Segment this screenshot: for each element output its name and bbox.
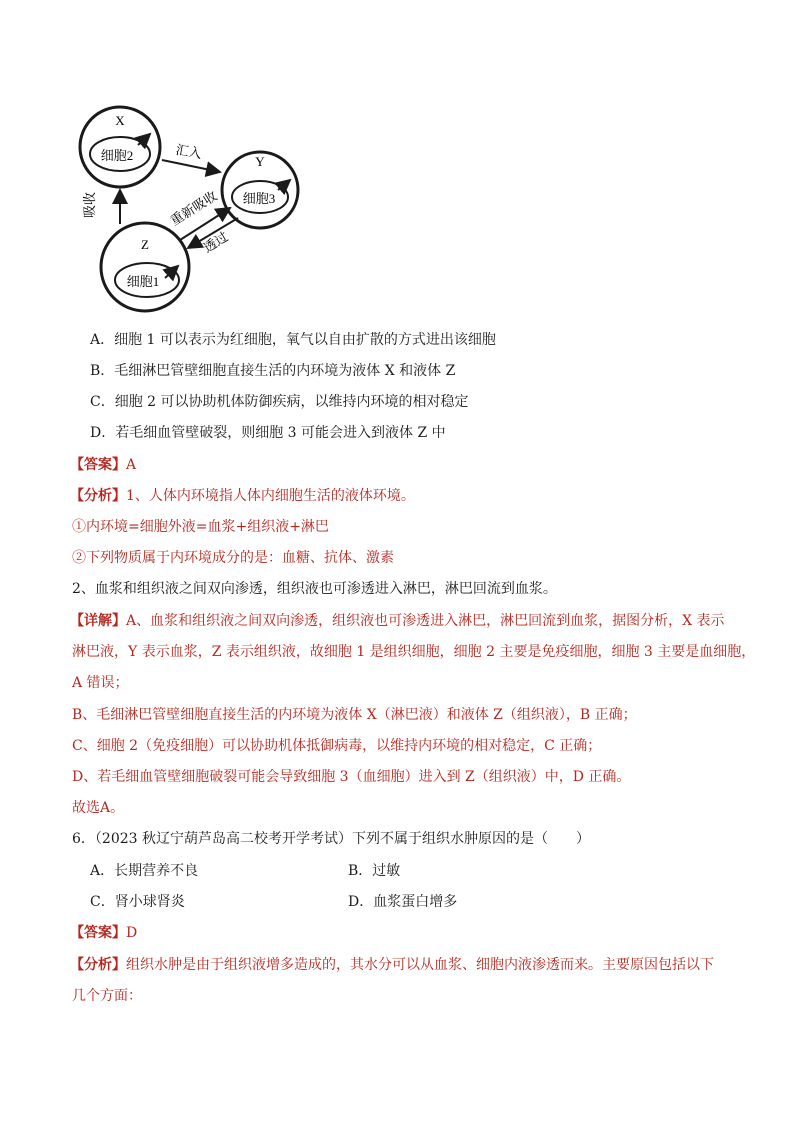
q5-analysis-3: ②下列物质属于内环境成分的是：血糖、抗体、激素 <box>72 550 394 566</box>
label-cell3: 细胞3 <box>242 191 276 206</box>
q5-answer <box>70 455 136 475</box>
body-fluid-diagram <box>70 100 310 315</box>
label-x: X <box>115 113 125 128</box>
q5-analysis-2: ①内环境=细胞外液=血浆+组织液+淋巴 <box>72 519 329 535</box>
label-arrow-zy: 透过 <box>200 228 231 256</box>
label-cell1: 细胞1 <box>126 274 160 289</box>
circle-z <box>101 223 189 311</box>
q5-analysis-1: 【分析】1、人体内环境指人体内细胞生活的液体环境。 <box>70 488 415 504</box>
q5-conclusion: 故选A。 <box>72 800 125 816</box>
q6-option-d: D．血浆蛋白增多 <box>348 894 458 910</box>
q5-option-c: C．细胞 2 可以协助机体防御疾病，以维持内环境的相对稳定 <box>90 394 469 410</box>
label-arrow-xy: 汇入 <box>174 141 203 162</box>
label-cell2: 细胞2 <box>100 148 134 163</box>
q5-option-b: B．毛细淋巴管壁细胞直接生活的内环境为液体 X 和液体 Z <box>90 363 456 379</box>
detail-tag: 【详解】 <box>70 613 126 629</box>
analysis-tag: 【分析】 <box>70 957 126 973</box>
answer-tag: 【答案】 <box>70 457 126 473</box>
q5-detail-6: D、若毛细血管壁细胞破裂可能会导致细胞 3（血细胞）进入到 Z（组织液）中，D 正确。 <box>72 769 631 785</box>
q5-detail-3: A 错误； <box>72 675 129 691</box>
label-arrow-yz: 重新吸收 <box>167 188 220 229</box>
label-z: Z <box>141 237 149 252</box>
q6-stem: 6．（2023 秋辽宁葫芦岛高二校考开学考试）下列不属于组织水肿原因的是（ ） <box>72 831 590 847</box>
analysis-tag: 【分析】 <box>70 488 126 504</box>
answer-value: A <box>126 457 137 473</box>
label-arrow-zx: 吸收 <box>82 191 97 219</box>
q6-analysis-1: 【分析】组织水肿是由于组织液增多造成的，其水分可以从血浆、细胞内液渗透而来。主要原因包括以下 <box>70 957 714 973</box>
q6-option-c: C．肾小球肾炎 <box>90 894 185 910</box>
q6-option-b: B．过敏 <box>348 863 401 879</box>
circle-x <box>80 107 160 187</box>
label-y: Y <box>255 154 265 169</box>
q5-detail-4: B、毛细淋巴管壁细胞直接生活的内环境为液体 X（淋巴液）和液体 Z（组织液），B 正确； <box>72 707 637 723</box>
q5-analysis-4: 2、血浆和组织液之间双向渗透，组织液也可渗透进入淋巴，淋巴回流到血浆。 <box>72 581 557 597</box>
circle-y <box>222 152 298 228</box>
q5-detail-2: 淋巴液，Y 表示血浆，Z 表示组织液，故细胞 1 是组织细胞，细胞 2 主要是免疫细胞，细胞 3 主要是血细胞， <box>72 644 756 660</box>
answer-tag: 【答案】 <box>70 925 126 941</box>
q6-analysis-2: 几个方面： <box>72 988 142 1004</box>
q6-answer <box>70 923 137 943</box>
q6-option-a: A．长期营养不良 <box>90 863 199 879</box>
answer-value: D <box>126 925 138 941</box>
q5-option-a: A．细胞 1 可以表示为红细胞，氧气以自由扩散的方式进出该细胞 <box>90 332 496 348</box>
q5-detail-1: 【详解】A、血浆和组织液之间双向渗透，组织液也可渗透进入淋巴，淋巴回流到血浆，据图分析，X 表示 <box>70 613 725 629</box>
q5-detail-5: C、细胞 2（免疫细胞）可以协助机体抵御病毒，以维持内环境的相对稳定，C 正确； <box>72 738 602 754</box>
q5-option-d: D．若毛细血管壁破裂，则细胞 3 可能会进入到液体 Z 中 <box>90 425 446 441</box>
